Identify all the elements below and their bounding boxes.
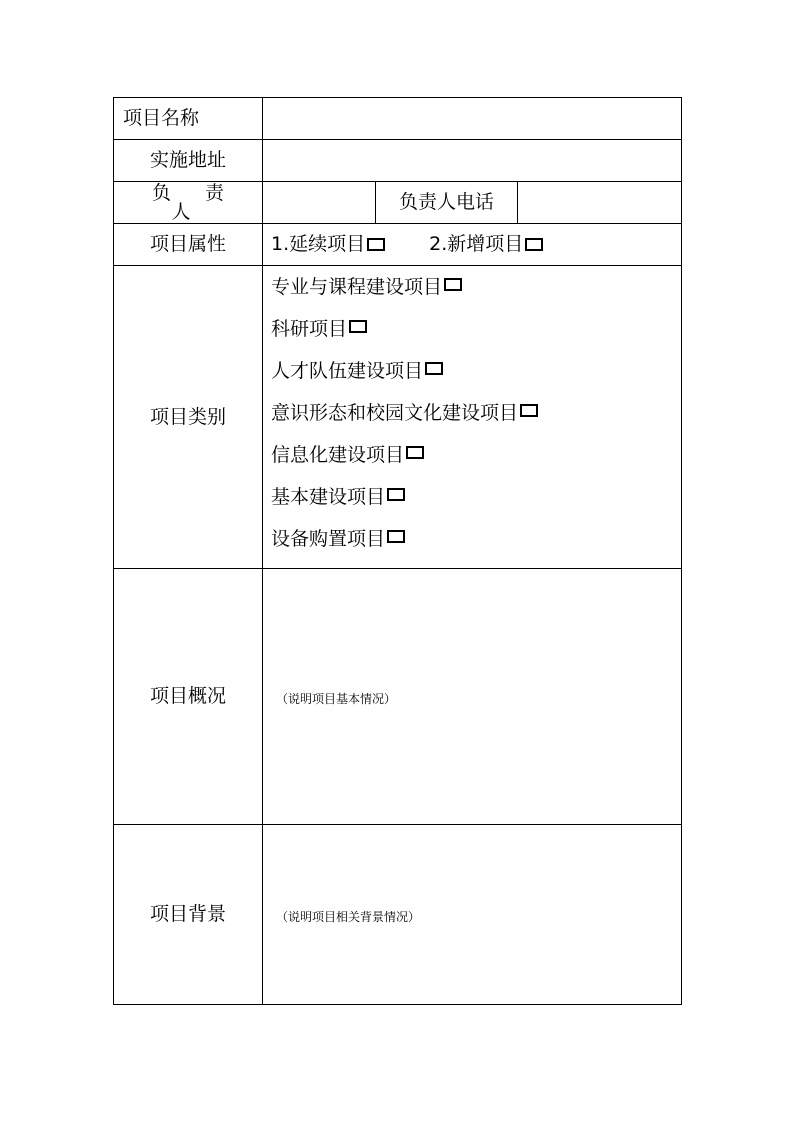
checkbox-icon[interactable] (444, 278, 462, 291)
checkbox-icon[interactable] (406, 446, 424, 459)
leader-label: 负 责 人 (114, 182, 263, 224)
category-option-label: 意识形态和校园文化建设项目 (271, 402, 519, 424)
category-option-ideology-culture[interactable] (271, 400, 681, 442)
background-label: 项目背景 (114, 825, 263, 1005)
row-project-name (114, 98, 682, 140)
category-option-talent[interactable] (271, 358, 681, 400)
checkbox-icon[interactable] (349, 320, 367, 333)
category-option-major-course[interactable] (271, 274, 681, 316)
category-option-infrastructure[interactable] (271, 484, 681, 526)
leader-field[interactable] (263, 182, 376, 224)
attribute-option-new[interactable] (429, 235, 543, 254)
project-name-label: 项目名称 (114, 98, 263, 140)
attribute-label: 项目属性 (114, 224, 263, 266)
leader-phone-field[interactable] (518, 182, 682, 224)
checkbox-icon[interactable] (387, 488, 405, 501)
checkbox-icon[interactable] (525, 238, 543, 251)
attribute-option-continued[interactable] (271, 235, 385, 254)
project-form-table (113, 97, 682, 1005)
checkbox-icon[interactable] (367, 238, 385, 251)
category-option-label: 信息化建设项目 (271, 444, 405, 466)
checkbox-icon[interactable] (387, 530, 405, 543)
category-option-label: 专业与课程建设项目 (271, 276, 443, 298)
row-category (114, 266, 682, 569)
category-options (263, 266, 682, 569)
location-label: 实施地址 (114, 140, 263, 182)
overview-note: （说明项目基本情况） (276, 692, 397, 706)
attribute-options (263, 224, 682, 266)
background-field[interactable] (263, 825, 682, 1005)
category-option-label: 科研项目 (271, 318, 348, 340)
category-option-label: 设备购置项目 (271, 528, 386, 550)
location-field[interactable] (263, 140, 682, 182)
background-note: （说明项目相关背景情况） (276, 910, 421, 924)
category-label: 项目类别 (114, 266, 263, 569)
category-option-informatization[interactable] (271, 442, 681, 484)
leader-phone-label: 负责人电话 (376, 182, 518, 224)
checkbox-icon[interactable] (425, 362, 443, 375)
category-option-research[interactable] (271, 316, 681, 358)
attribute-option-label: 1.延续项目 (271, 233, 366, 255)
category-option-label: 人才队伍建设项目 (271, 360, 424, 382)
overview-label: 项目概况 (114, 569, 263, 825)
category-option-label: 基本建设项目 (271, 486, 386, 508)
row-leader (114, 182, 682, 224)
row-location (114, 140, 682, 182)
checkbox-icon[interactable] (520, 404, 538, 417)
category-option-equipment[interactable] (271, 526, 681, 568)
row-background (114, 825, 682, 1005)
overview-field[interactable] (263, 569, 682, 825)
attribute-option-label: 2.新增项目 (429, 233, 524, 255)
row-overview (114, 569, 682, 825)
project-name-field[interactable] (263, 98, 682, 140)
row-attribute (114, 224, 682, 266)
